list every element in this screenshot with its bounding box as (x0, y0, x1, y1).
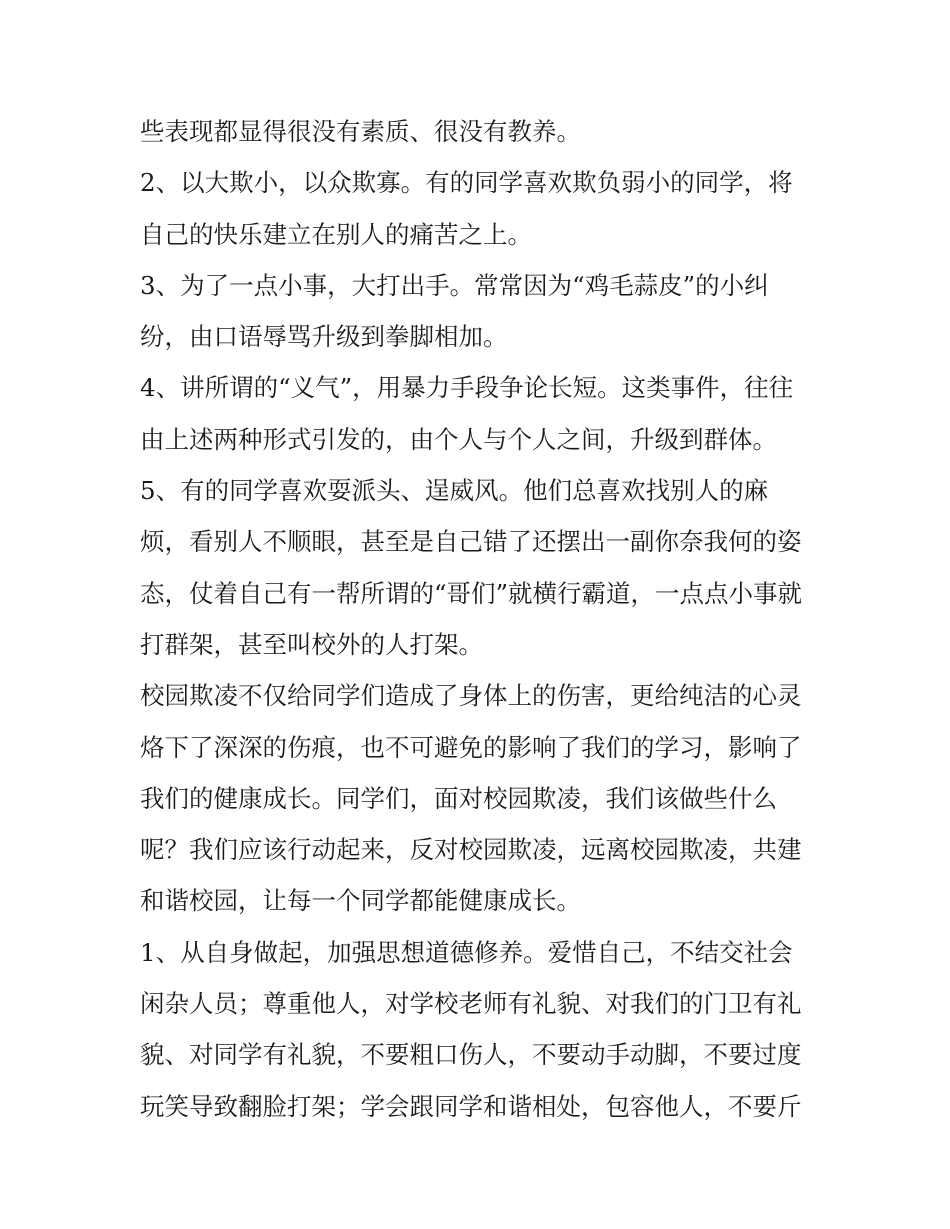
text-line: 烙下了深深的伤痕，也不可避免的影响了我们的学习，影响了 (140, 732, 802, 762)
text-line: 校园欺凌不仅给同学们造成了身体上的伤害，更给纯洁的心灵 (140, 681, 802, 711)
text-line: 玩笑导致翻脸打架；学会跟同学和谐相处，包容他人，不要斤 (140, 1091, 802, 1121)
text-line: 和谐校园，让每一个同学都能健康成长。 (140, 886, 581, 916)
text-line: 5、有的同学喜欢耍派头、逞威风。他们总喜欢找别人的麻 (140, 476, 769, 506)
text-line: 打群架，甚至叫校外的人打架。 (140, 629, 483, 659)
text-line: 4、讲所谓的“义气”，用暴力手段争论长短。这类事件，往往 (140, 373, 794, 403)
text-line: 自己的快乐建立在别人的痛苦之上。 (140, 219, 532, 249)
text-line: 貌、对同学有礼貌，不要粗口伤人，不要动手动脚，不要过度 (140, 1040, 802, 1070)
text-line: 闲杂人员；尊重他人，对学校老师有礼貌、对我们的门卫有礼 (140, 989, 802, 1019)
text-line: 1、从自身做起，加强思想道德修养。爱惜自己，不结交社会 (140, 937, 793, 967)
text-line: 态，仗着自己有一帮所谓的“哥们”就横行霸道，一点点小事就 (140, 578, 803, 608)
document-body (140, 106, 830, 1132)
text-line: 烦，看别人不顺眼，甚至是自己错了还摆出一副你奈我何的姿 (140, 527, 802, 557)
text-line: 3、为了一点小事，大打出手。常常因为“鸡毛蒜皮”的小纠 (140, 270, 769, 300)
text-line: 由上述两种形式引发的，由个人与个人之间，升级到群体。 (140, 424, 777, 454)
text-line: 纷，由口语辱骂升级到拳脚相加。 (140, 322, 508, 352)
text-line: 些表现都显得很没有素质、很没有教养。 (140, 117, 581, 146)
text-line: 2、以大欺小，以众欺寡。有的同学喜欢欺负弱小的同学，将 (140, 168, 793, 198)
text-line: 我们的健康成长。同学们，面对校园欺凌，我们该做些什么 (140, 783, 777, 813)
text-line: 呢？我们应该行动起来，反对校园欺凌，远离校园欺凌，共建 (140, 835, 802, 865)
